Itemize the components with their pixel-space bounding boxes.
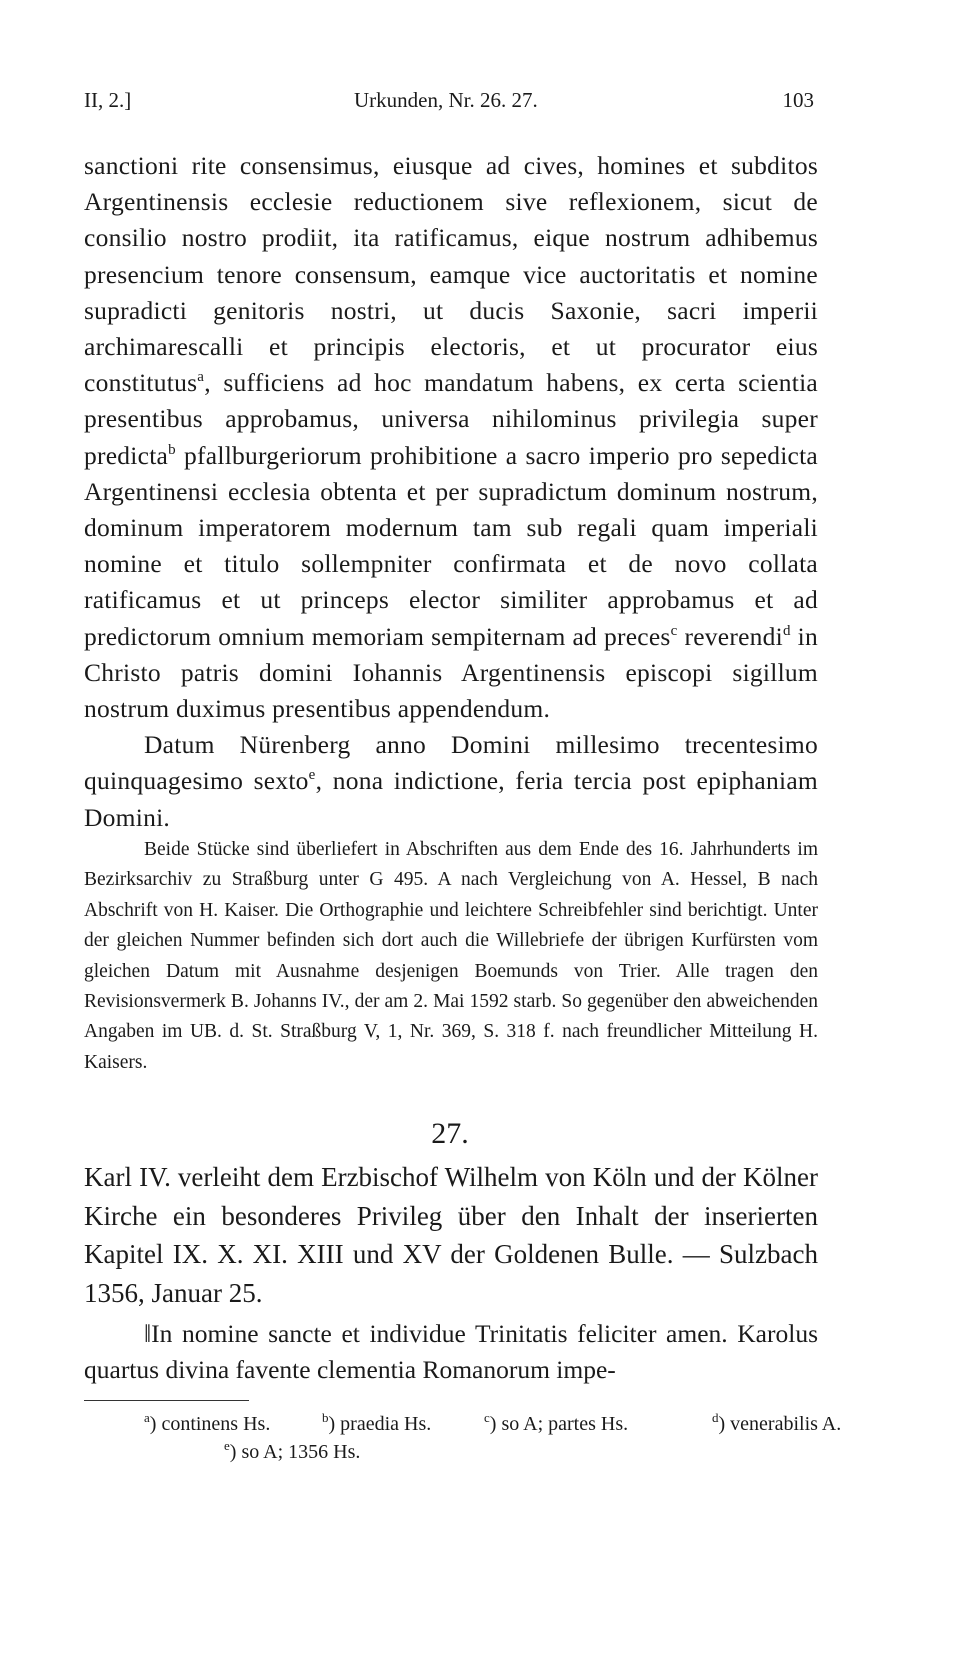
footnote-c: $^c$) so A; partes Hs. [484,1410,629,1435]
footnote-mark-b: b [168,441,176,458]
document-title [84,1158,818,1312]
body-paragraph-2: Datum Nürenberg anno Domini millesimo trecentesimo quinquagesimo sexto$^e$, nona indictione, feria tercia post epiphaniam Domini. [84,730,818,832]
footnote-d: $^d$) venerabilis A. [712,1410,842,1435]
editorial-note-text: Beide Stücke sind überliefert in Abschriften aus dem Ende des 16. Jahrhunderts im Bezirksarchiv zu Straßburg unter G 495. A nach Vergleichung von A. Hessel, B nach Abschrift von H. Kaiser. Die Orthographie und leichtere Schreibfehler sind berichtigt. Unter der gleichen Nummer befinden sich dort auch die Willebriefe der übrigen Kurfürsten vom gleichen Datum mit Ausnahme desjenigen Boemunds von Trier. Alle tragen den Revisionsvermerk B. Johanns IV., der am 2. Mai 1592 starb. So gegenüber den abweichenden Angaben im UB. d. St. Straßburg V, 1, Nr. 369, S. 318 f. nach freundlicher Mitteilung H. Kaisers. [84,839,818,1073]
footnote-e: $^e$) so A; 1356 Hs. [224,1438,361,1463]
footnote-b: $^b$) praedia Hs. [322,1410,432,1435]
footnote-mark-c: c [670,622,678,639]
header-title: Urkunden, Nr. 26. 27. [354,88,538,112]
document-opening [84,1316,818,1388]
document-body [84,148,818,836]
footnotes [84,1410,842,1466]
page-number: 103 [782,88,814,112]
running-header [84,88,814,118]
page-break-marker: ‖ [144,1319,152,1348]
document-opening-text: ‖In nomine sancte et individue Trinitatis feliciter amen. Karolus quartus divina favente clementia Romanorum impe- [84,1319,818,1384]
footnote-line-1 [84,1410,842,1438]
footnote-line-2 [84,1438,818,1466]
footnote-mark-a: a [197,369,205,386]
footnote-a: $^a$) continens Hs. [144,1410,271,1435]
footnote-mark-e: e [308,767,316,784]
footnote-divider [84,1400,249,1401]
body-paragraph-1: sanctioni rite consensimus, eiusque ad cives, homines et subditos Argentinensis ecclesie reductionem sive reflexionem, sicut de consilio nostro prodiit, ita ratificamus, eique nostrum adhibemus presencium tenore consensum, eamque vice auctoritatis et nomine supradicti genitoris nostri, ut ducis Saxonie, sacri imperii archimarescalli et principis electoris, et ut procurator eius constitutus$^a$, sufficiens ad hoc mandatum habens, ex certa scientia presentibus approbamus, universa nihilominus privilegia super predicta$^b$ pfallburgeriorum prohibitione a sacro imperio pro sepedicta Argentinensi ecclesia obtenta et per supradictum dominum nostrum, dominum imperatorem modernum tam sub regali quam imperiali nomine et titulo sollempniter confirmata et de novo collata ratificamus et ut princeps elector similiter approbamus et ad predictorum omnium memoriam sempiternam ad preces$^c$ reverendi$^d$ in Christo patris domini Iohannis Argentinensis episcopi sigillum nostrum duximus presentibus appendendum. [84,151,818,724]
document-number: 27. [431,1117,469,1150]
footnote-mark-d: d [782,622,791,639]
editorial-note [84,835,818,1078]
header-section-ref: II, 2.] [84,88,132,112]
document-title-text: Karl IV. verleiht dem Erzbischof Wilhelm von Köln und der Kölner Kirche ein besonderes Privileg über den Inhalt der inserierten Kapitel IX. X. XI. XIII und XV der Goldenen Bulle. — Sulzbach 1356, Januar 25. [84,1162,818,1308]
